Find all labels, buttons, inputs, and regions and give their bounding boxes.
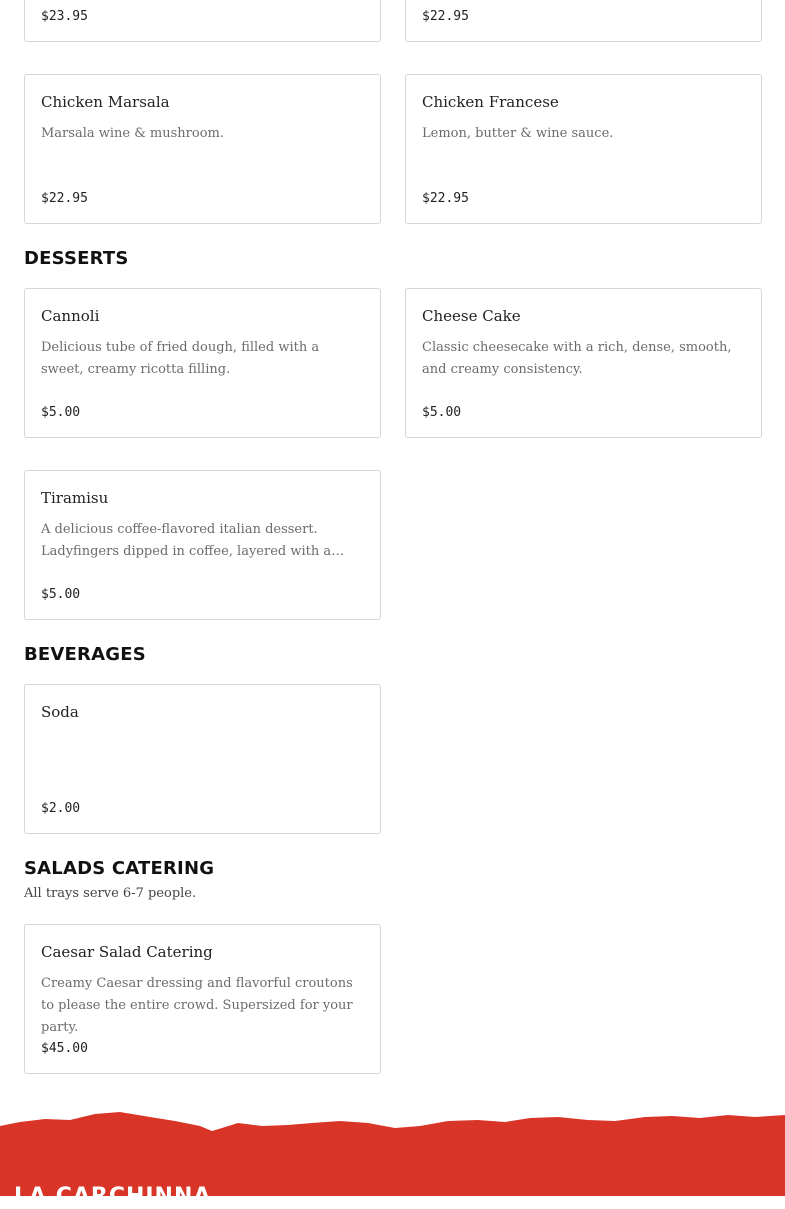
card-price: $5.00 [41, 405, 81, 420]
card-name: Caesar Salad Catering [41, 943, 213, 961]
card-name: Cheese Cake [422, 307, 521, 325]
card-name: Tiramisu [41, 489, 109, 507]
card-name: Soda [41, 703, 79, 721]
card-price: $22.95 [422, 191, 469, 206]
card-price: $23.95 [41, 9, 88, 24]
section-title-beverages: BEVERAGES [24, 644, 146, 665]
menu-card-chicken-marsala[interactable] [24, 74, 381, 224]
menu-card-cannoli[interactable] [24, 288, 381, 438]
card-price: $5.00 [41, 587, 81, 602]
card-price: $22.95 [422, 9, 469, 24]
card-description: Creamy Caesar dressing and flavorful croutons to please the entire crowd. Supersized for your party. [41, 976, 353, 1035]
card-price: $22.95 [41, 191, 88, 206]
menu-card-cheese-cake[interactable] [405, 288, 762, 438]
section-title-desserts: DESSERTS [24, 248, 129, 269]
card-description: Classic cheesecake with a rich, dense, smooth, and creamy consistency. [422, 340, 732, 377]
menu-card[interactable] [24, 0, 381, 42]
menu-card[interactable] [405, 0, 762, 42]
card-price: $45.00 [41, 1041, 88, 1056]
card-price: $5.00 [422, 405, 462, 420]
menu-card-soda[interactable] [24, 684, 381, 834]
card-name: Cannoli [41, 307, 100, 325]
card-name: Chicken Francese [422, 93, 559, 111]
footer-heading: LA CARCHINNA [14, 1184, 212, 1209]
menu-card-chicken-francese[interactable] [405, 74, 762, 224]
card-description: A delicious coffee-flavored italian dessert. Ladyfingers dipped in coffee, layered with a… [41, 522, 345, 559]
menu-card-tiramisu[interactable] [24, 470, 381, 620]
card-description: Lemon, butter & wine sauce. [422, 126, 614, 141]
section-title-salads-catering: SALADS CATERING [24, 858, 215, 879]
card-description: Delicious tube of fried dough, filled with a sweet, creamy ricotta filling. [41, 340, 320, 377]
torn-edge-background [0, 1100, 785, 1196]
section-note: All trays serve 6-7 people. [24, 886, 197, 901]
card-description: Marsala wine & mushroom. [41, 126, 224, 141]
card-name: Chicken Marsala [41, 93, 170, 111]
card-price: $2.00 [41, 801, 81, 816]
footer [0, 1100, 785, 1209]
menu-card-caesar-salad-catering[interactable] [24, 924, 381, 1074]
